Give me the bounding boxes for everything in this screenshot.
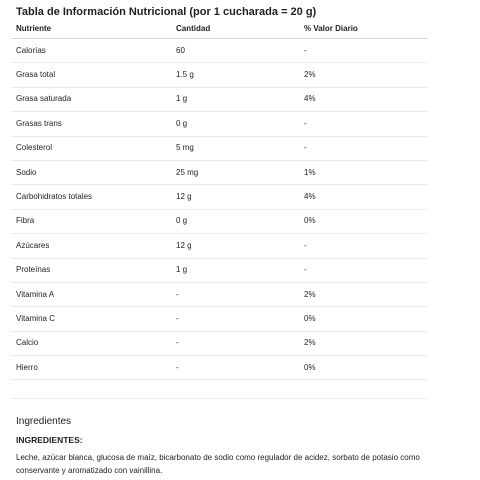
table-row <box>11 87 428 111</box>
nutrient-cell: Hierro <box>11 356 171 380</box>
amount-cell: 12 g <box>171 185 299 209</box>
daily-value-cell: - <box>299 234 428 258</box>
amount-cell: 0 g <box>171 112 299 136</box>
table-row <box>11 39 428 63</box>
nutrient-cell: Grasa total <box>11 63 171 87</box>
amount-cell: - <box>171 307 299 331</box>
daily-value-cell: 1% <box>299 160 428 184</box>
nutrient-cell: Colesterol <box>11 136 171 160</box>
amount-cell: 25 mg <box>171 160 299 184</box>
amount-cell: - <box>171 282 299 306</box>
nutrient-cell: Vitamina C <box>11 307 171 331</box>
table-header-row <box>11 19 428 39</box>
nutrient-cell: Calcio <box>11 331 171 355</box>
nutrient-cell: Azúcares <box>11 234 171 258</box>
amount-cell: 5 mg <box>171 136 299 160</box>
header-amount: Cantidad <box>171 19 299 39</box>
table-row <box>11 258 428 282</box>
header-nutrient: Nutriente <box>11 19 171 39</box>
nutrition-table <box>11 19 428 380</box>
nutrition-table-title: Tabla de Información Nutricional (por 1 cucharada = 20 g) <box>16 6 317 18</box>
daily-value-cell: 2% <box>299 282 428 306</box>
table-row <box>11 112 428 136</box>
amount-cell: 60 <box>171 39 299 63</box>
daily-value-cell: 4% <box>299 87 428 111</box>
amount-cell: - <box>171 356 299 380</box>
nutrient-cell: Sodio <box>11 160 171 184</box>
table-row <box>11 185 428 209</box>
daily-value-cell: - <box>299 258 428 282</box>
daily-value-cell: 0% <box>299 356 428 380</box>
table-row <box>11 356 428 380</box>
daily-value-cell: 0% <box>299 307 428 331</box>
nutrient-cell: Grasas trans <box>11 112 171 136</box>
ingredients-heading: Ingredientes <box>16 416 72 427</box>
daily-value-cell: 2% <box>299 331 428 355</box>
table-row <box>11 234 428 258</box>
table-row <box>11 282 428 306</box>
amount-cell: 0 g <box>171 209 299 233</box>
ingredients-text: Leche, azúcar blanca, glucosa de maíz, bicarbonato de sodio como regulador de acidez, sorbato de potasio como conservante y aromatizado con vainillina. <box>16 453 420 475</box>
nutrient-cell: Carbohidratos totales <box>11 185 171 209</box>
header-daily-value: % Valor Diario <box>299 19 428 39</box>
table-row <box>11 160 428 184</box>
daily-value-cell: 0% <box>299 209 428 233</box>
section-divider <box>11 398 428 399</box>
nutrient-cell: Grasa saturada <box>11 87 171 111</box>
table-row <box>11 63 428 87</box>
daily-value-cell: 4% <box>299 185 428 209</box>
nutrient-cell: Vitamina A <box>11 282 171 306</box>
nutrient-cell: Calorías <box>11 39 171 63</box>
ingredients-label: INGREDIENTES: <box>16 435 83 445</box>
daily-value-cell: - <box>299 39 428 63</box>
nutrient-cell: Fibra <box>11 209 171 233</box>
table-row <box>11 307 428 331</box>
amount-cell: 1.5 g <box>171 63 299 87</box>
table-row <box>11 209 428 233</box>
table-row <box>11 136 428 160</box>
amount-cell: - <box>171 331 299 355</box>
nutrient-cell: Proteínas <box>11 258 171 282</box>
daily-value-cell: - <box>299 112 428 136</box>
amount-cell: 1 g <box>171 258 299 282</box>
amount-cell: 1 g <box>171 87 299 111</box>
amount-cell: 12 g <box>171 234 299 258</box>
table-row <box>11 331 428 355</box>
daily-value-cell: - <box>299 136 428 160</box>
daily-value-cell: 2% <box>299 63 428 87</box>
